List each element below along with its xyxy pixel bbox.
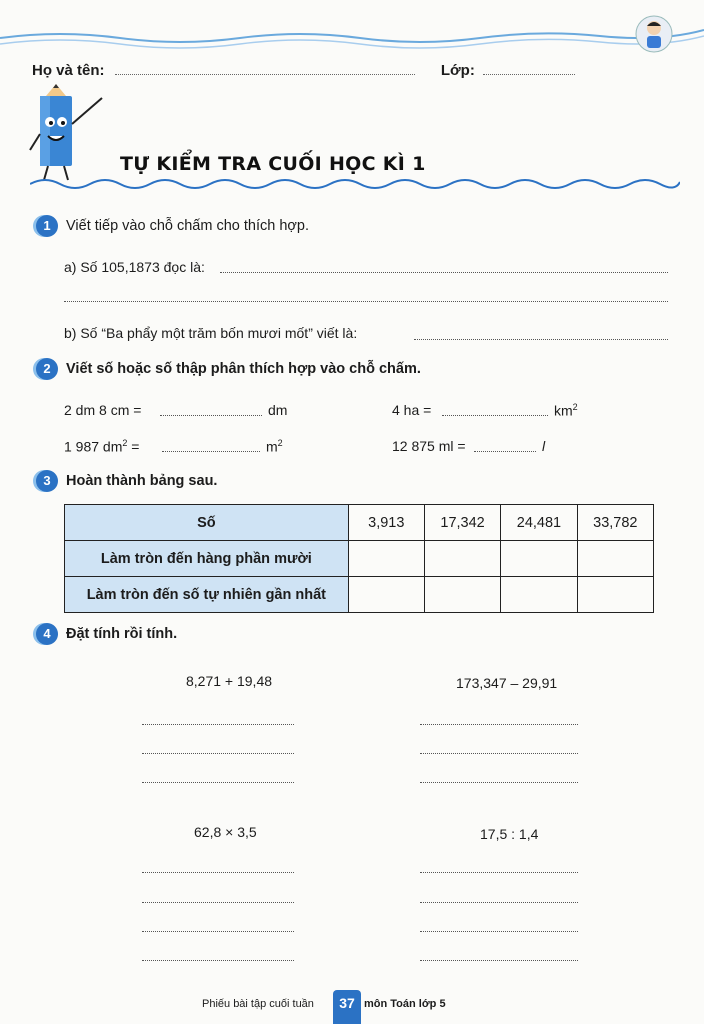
work-line[interactable] — [142, 931, 294, 932]
answer-line-1a-extra[interactable] — [64, 301, 668, 302]
question-1b-text: b) Số “Ba phẩy một trăm bốn mươi mốt” viết là: — [64, 325, 358, 341]
expression-1: 8,271 + 19,48 — [186, 673, 273, 689]
work-line[interactable] — [142, 902, 294, 903]
work-line[interactable] — [142, 960, 294, 961]
work-line[interactable] — [142, 782, 294, 783]
conversion-1-answer[interactable] — [160, 415, 262, 416]
row-label-whole: Làm tròn đến số tự nhiên gần nhất — [65, 577, 349, 613]
class-input-line[interactable] — [483, 62, 575, 75]
conversion-3-exponent: 2 — [122, 438, 128, 448]
table-value-3: 24,481 — [501, 505, 577, 541]
class-label: Lớp: — [440, 62, 475, 79]
rounding-table — [64, 504, 654, 613]
work-line[interactable] — [420, 902, 578, 903]
answer-cell[interactable] — [501, 577, 577, 613]
answer-cell[interactable] — [348, 541, 424, 577]
work-line[interactable] — [420, 724, 578, 725]
conversion-2-left: 4 ha = — [392, 402, 432, 418]
table-value-1: 3,913 — [348, 505, 424, 541]
conversion-2-exponent: 2 — [572, 402, 578, 412]
work-line[interactable] — [420, 753, 578, 754]
table-row — [65, 541, 654, 577]
answer-cell[interactable] — [577, 577, 653, 613]
conversion-2-unit-wrap — [554, 402, 578, 419]
conversion-3-unit: m — [266, 438, 278, 455]
conversion-3-unit-wrap — [266, 438, 283, 455]
table-value-2: 17,342 — [424, 505, 500, 541]
answer-cell[interactable] — [424, 541, 500, 577]
answer-cell[interactable] — [501, 541, 577, 577]
question-2-prompt: Viết số hoặc số thập phân thích hợp vào chỗ chấm. — [66, 361, 421, 377]
title-wave-decoration — [30, 174, 680, 194]
expression-4: 17,5 : 1,4 — [480, 826, 539, 842]
conversion-4-answer[interactable] — [474, 451, 536, 452]
work-line[interactable] — [420, 782, 578, 783]
answer-line-1a[interactable] — [220, 272, 668, 273]
header-wave-decoration — [0, 0, 704, 60]
table-row — [65, 505, 654, 541]
work-line[interactable] — [142, 753, 294, 754]
expression-3: 62,8 × 3,5 — [194, 824, 257, 840]
table-value-4: 33,782 — [577, 505, 653, 541]
row-label-tenths: Làm tròn đến hàng phần mười — [65, 541, 349, 577]
question-number-4: 4 — [36, 623, 58, 645]
answer-cell[interactable] — [577, 541, 653, 577]
student-info-row — [32, 62, 575, 79]
table-row — [65, 577, 654, 613]
conversion-3-exponent-unit: 2 — [277, 438, 283, 448]
conversion-1-unit: dm — [268, 402, 288, 418]
question-number-1: 1 — [36, 215, 58, 237]
answer-line-1b[interactable] — [414, 339, 668, 340]
page-title: TỰ KIỂM TRA CUỐI HỌC KÌ 1 — [120, 153, 426, 175]
work-line[interactable] — [142, 724, 294, 725]
expression-2: 173,347 – 29,91 — [456, 675, 558, 691]
question-3-prompt: Hoàn thành bảng sau. — [66, 473, 218, 489]
work-line[interactable] — [142, 872, 294, 873]
conversion-4-unit: l — [542, 438, 546, 454]
table-header-label: Số — [65, 505, 349, 541]
page-number: 37 — [333, 990, 361, 1024]
conversion-3-left: 1 987 dm — [64, 438, 123, 455]
answer-cell[interactable] — [348, 577, 424, 613]
work-line[interactable] — [420, 931, 578, 932]
question-1-prompt: Viết tiếp vào chỗ chấm cho thích hợp. — [66, 218, 309, 234]
answer-cell[interactable] — [424, 577, 500, 613]
question-number-2: 2 — [36, 358, 58, 380]
conversion-3-eq: = — [127, 438, 140, 455]
work-line[interactable] — [420, 960, 578, 961]
question-number-3: 3 — [36, 470, 58, 492]
name-input-line[interactable] — [115, 62, 415, 75]
conversion-2-answer[interactable] — [442, 415, 548, 416]
question-4-prompt: Đặt tính rồi tính. — [66, 626, 178, 642]
student-mascot-icon — [634, 14, 674, 54]
conversion-4-left: 12 875 ml = — [392, 438, 466, 454]
conversion-2-unit: km — [554, 402, 573, 419]
footer-subject: môn Toán lớp 5 — [364, 998, 446, 1010]
footer-series-title: Phiếu bài tập cuối tuần — [202, 998, 314, 1010]
conversion-3-answer[interactable] — [162, 451, 260, 452]
conversion-3-left-wrap — [64, 438, 139, 455]
name-label: Họ và tên: — [32, 62, 105, 79]
conversion-1-left: 2 dm 8 cm = — [64, 402, 142, 418]
question-1a-text: a) Số 105,1873 đọc là: — [64, 259, 205, 275]
pencil-mascot-icon — [26, 84, 116, 184]
work-line[interactable] — [420, 872, 578, 873]
